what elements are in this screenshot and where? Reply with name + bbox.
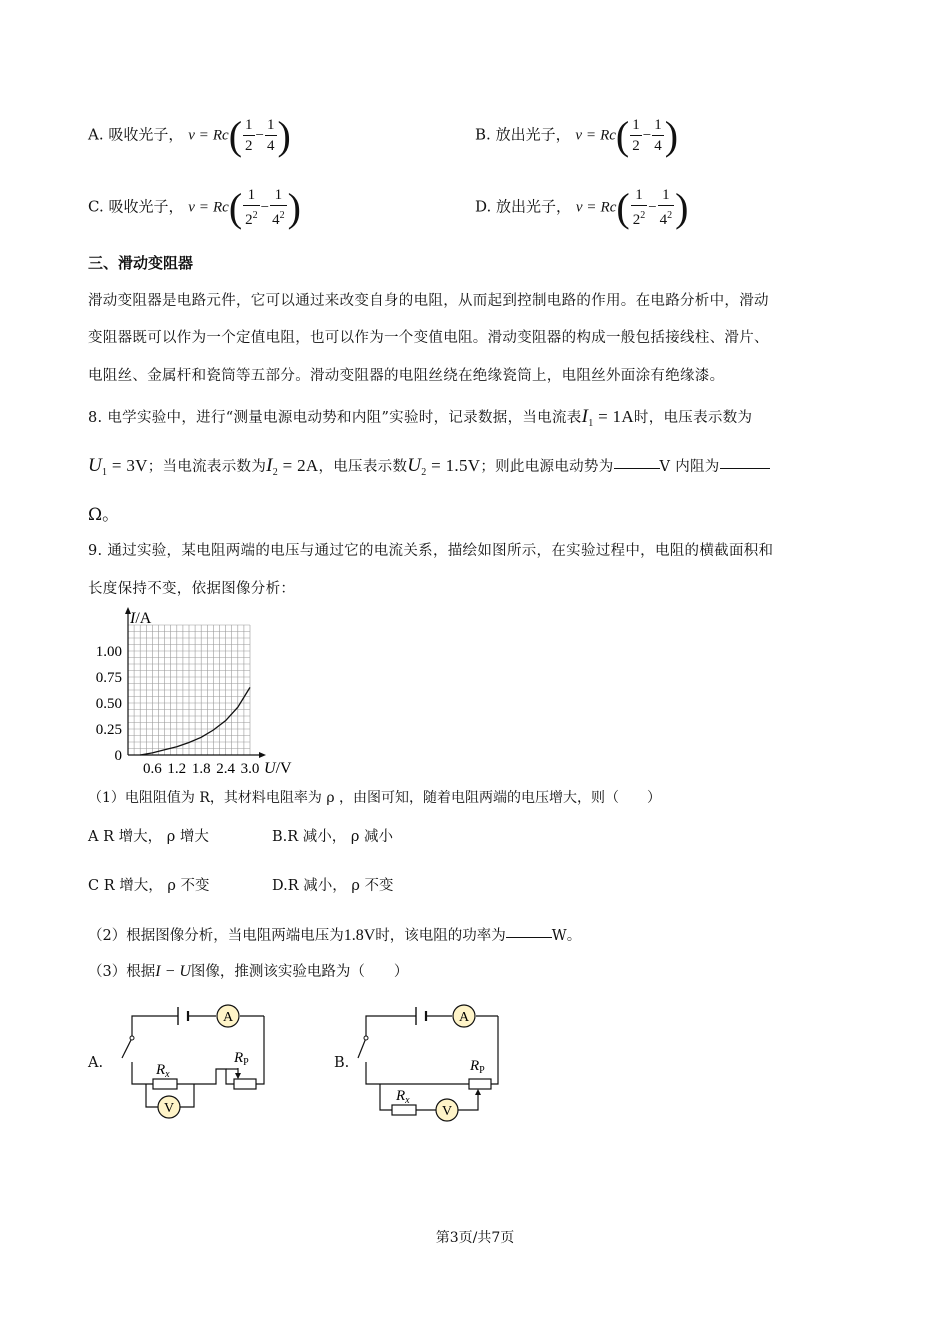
- svg-text:V: V: [163, 1101, 175, 1116]
- rp-label: $R_P$: [234, 1050, 249, 1068]
- svg-text:V: V: [441, 1104, 453, 1119]
- question-9-sub3: （3）根据I − U图像，推测该实验电路为（ ）: [88, 963, 409, 980]
- circuit-a-diagram: [108, 998, 278, 1128]
- svg-text:A: A: [458, 1010, 470, 1025]
- question-9-sub2: （2）根据图像分析，当电阻两端电压为1.8V时，该电阻的功率为 W。: [88, 927, 582, 944]
- x-axis-arrow: [259, 752, 266, 758]
- answer-blank[interactable]: [506, 936, 552, 938]
- circuit-a-label[interactable]: A.: [88, 1055, 104, 1071]
- question-9-line2: 长度保持不变，依据图像分析：: [88, 581, 296, 597]
- answer-blank[interactable]: [720, 467, 770, 469]
- chart-ylabel: I/A: [130, 610, 152, 627]
- choice-a[interactable]: A R 增大， ρ 增大: [88, 829, 209, 845]
- choice-b[interactable]: B.R 减小， ρ 减小: [272, 829, 394, 845]
- y-tick-label: 0.50: [95, 696, 122, 712]
- x-tick-label: 1.8: [191, 761, 211, 777]
- x-tick-label: 1.2: [167, 761, 187, 777]
- svg-text:A: A: [222, 1010, 234, 1025]
- y-tick-label: 0.25: [95, 722, 122, 738]
- y-tick-label: 0.75: [95, 670, 122, 686]
- question-9-line1: 9. 通过实验，某电阻两端的电压与通过它的电流关系，描绘如图所示，在实验过程中，电阻的横截面积和: [88, 543, 774, 559]
- option-a: A. 吸收光子， ν = Rc( $\frac{1}{2}$ − $\frac{1}{4}$ ): [88, 113, 291, 158]
- question-9-sub1: （1）电阻阻值为 R，其材料电阻率为 ρ ，由图可知，随着电阻两端的电压增大，则（ ）: [88, 790, 662, 806]
- rx-label: $R_x$: [396, 1088, 410, 1106]
- circuit-b-diagram: [350, 998, 520, 1128]
- x-tick-label: 0.6: [143, 761, 162, 777]
- paragraph-line: 电阻丝、金属杆和瓷筒等五部分。滑动变阻器的电阻丝绕在绝缘瓷筒上，电阻丝外面涂有绝缘漆。: [88, 368, 725, 384]
- option-b: B. 放出光子， ν = Rc( $\frac{1}{2}$ − $\frac{1}{4}$ ): [475, 113, 679, 158]
- y-tick-label: 1.00: [95, 644, 122, 660]
- y-tick-label: 0: [114, 748, 122, 764]
- option-d: D. 放出光子， ν = Rc( $\frac{1}{2^2}$ − $\frac{1}{4^2}$ ): [475, 185, 689, 230]
- section-title: 三、滑动变阻器: [88, 254, 194, 272]
- paragraph-line: 滑动变阻器是电路元件，它可以通过来改变自身的电阻，从而起到控制电路的作用。在电路分析中，滑动: [88, 293, 769, 309]
- answer-blank[interactable]: [614, 467, 660, 469]
- question-8-line1: 8. 电学实验中，进行“测量电源电动势和内阻”实验时，记录数据，当电流表$I_1 = 1A$时，电压表示数为: [88, 406, 753, 429]
- option-c: C. 吸收光子， ν = Rc( $\frac{1}{2^2}$ − $\frac{1}{4^2}$ ): [88, 185, 301, 230]
- rx-label: $R_x$: [156, 1062, 170, 1080]
- question-8-line2: $U_1 = 3V$；当电流表示数为$I_2 = 2A$，电压表示数$U_2 = 1.5V$；则此电源电动势为 V 内阻为: [88, 455, 770, 478]
- choice-d[interactable]: D.R 减小， ρ 不变: [272, 878, 394, 894]
- paragraph-line: 变阻器既可以作为一个定值电阻，也可以作为一个变值电阻。滑动变阻器的构成一般包括接线柱、滑片、: [88, 330, 769, 346]
- ohm-unit: Ω。: [88, 505, 120, 525]
- choice-c[interactable]: C R 增大， ρ 不变: [88, 878, 210, 894]
- rp-label: $R_P$: [470, 1058, 485, 1076]
- iu-chart: [80, 603, 310, 778]
- circuit-b-label[interactable]: B.: [334, 1055, 350, 1071]
- chart-grid: [128, 625, 250, 755]
- x-tick-label: 3.0: [240, 761, 260, 777]
- chart-xlabel: U/V: [264, 760, 292, 777]
- x-tick-label: 2.4: [216, 761, 235, 777]
- page-footer: 第3页/共7页: [435, 1230, 515, 1246]
